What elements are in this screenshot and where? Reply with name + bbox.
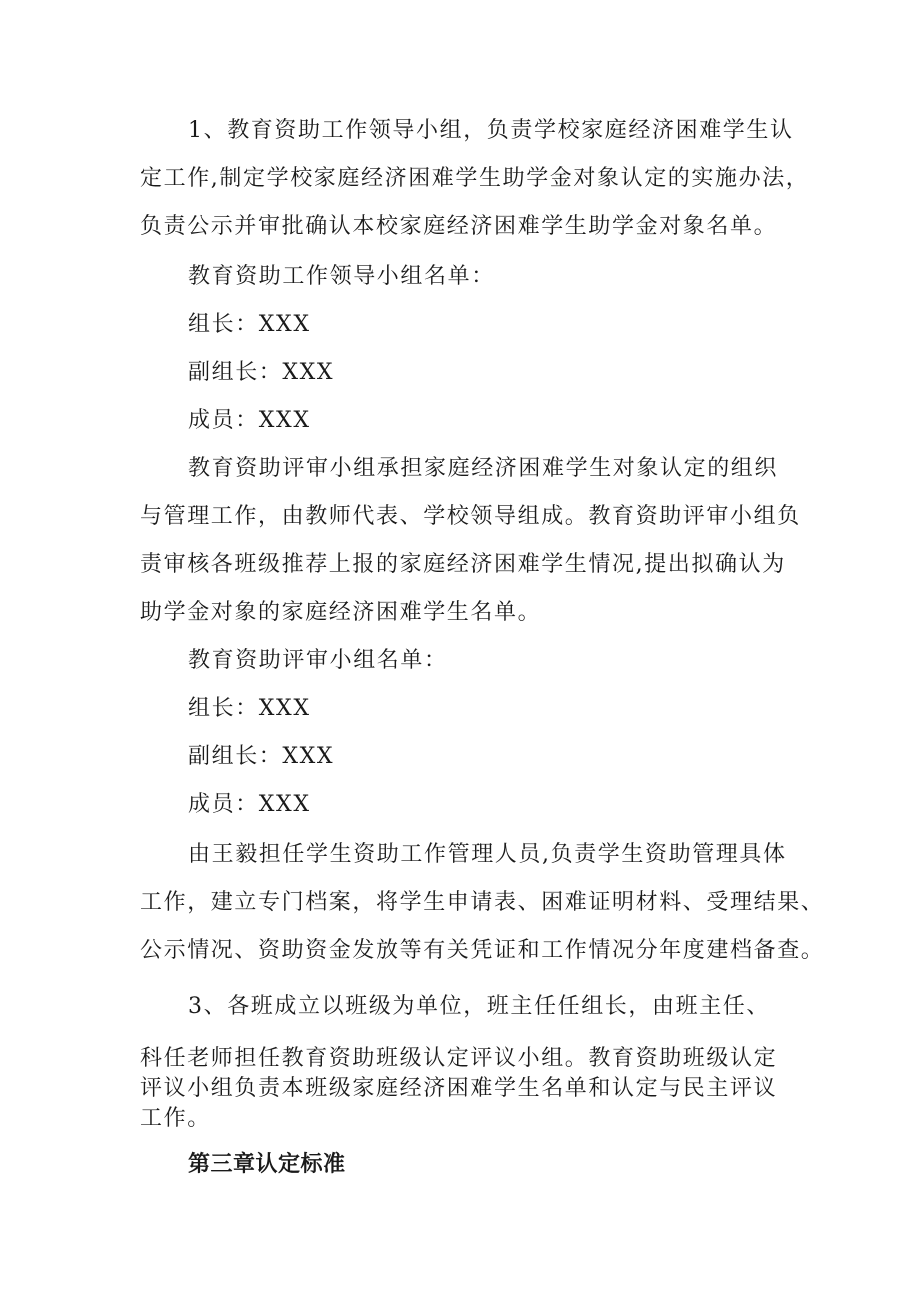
review-paragraph-line-3: 责审核各班级推荐上报的家庭经济困难学生情况,提出拟确认为 bbox=[140, 552, 786, 577]
review-group-title: 教育资助评审小组名单： bbox=[188, 648, 448, 673]
leading-group-members: 成员：XXX bbox=[188, 408, 311, 433]
section3-line-4: 工作。 bbox=[140, 1106, 211, 1131]
leading-group-vice-leader: 副组长：XXX bbox=[188, 360, 335, 385]
manager-paragraph-line-3: 公示情况、资助资金发放等有关凭证和工作情况分年度建档备查。 bbox=[140, 938, 825, 963]
review-paragraph-line-2: 与管理工作，由教师代表、学校领导组成。教育资助评审小组负 bbox=[140, 504, 801, 529]
section3-line-2: 科任老师担任教育资助班级认定评议小组。教育资助班级认定 bbox=[140, 1046, 778, 1071]
section3-line-3: 评议小组负责本班级家庭经济困难学生名单和认定与民主评议 bbox=[140, 1076, 778, 1101]
chapter-heading: 第三章认定标准 bbox=[188, 1152, 346, 1177]
manager-paragraph-line-1: 由王毅担任学生资助工作管理人员,负责学生资助管理具体 bbox=[188, 842, 787, 867]
review-group-vice-leader: 副组长：XXX bbox=[188, 744, 335, 769]
review-group-leader: 组长：XXX bbox=[188, 696, 311, 721]
leading-group-leader: 组长：XXX bbox=[188, 312, 311, 337]
review-group-members: 成员：XXX bbox=[188, 792, 311, 817]
section1-line-2: 定工作,制定学校家庭经济困难学生助学金对象认定的实施办法， bbox=[140, 166, 810, 191]
review-paragraph-line-1: 教育资助评审小组承担家庭经济困难学生对象认定的组织 bbox=[188, 456, 779, 481]
section1-line-1: 1、教育资助工作领导小组，负责学校家庭经济困难学生认 bbox=[188, 118, 794, 143]
section3-line-1: 3、各班成立以班级为单位，班主任任组长，由班主任、 bbox=[188, 994, 770, 1019]
manager-paragraph-line-2: 工作，建立专门档案，将学生申请表、困难证明材料、受理结果、 bbox=[140, 890, 825, 915]
leading-group-title: 教育资助工作领导小组名单： bbox=[188, 264, 495, 289]
review-paragraph-line-4: 助学金对象的家庭经济困难学生名单。 bbox=[140, 600, 542, 625]
section1-line-3: 负责公示并审批确认本校家庭经济困难学生助学金对象名单。 bbox=[140, 214, 778, 239]
